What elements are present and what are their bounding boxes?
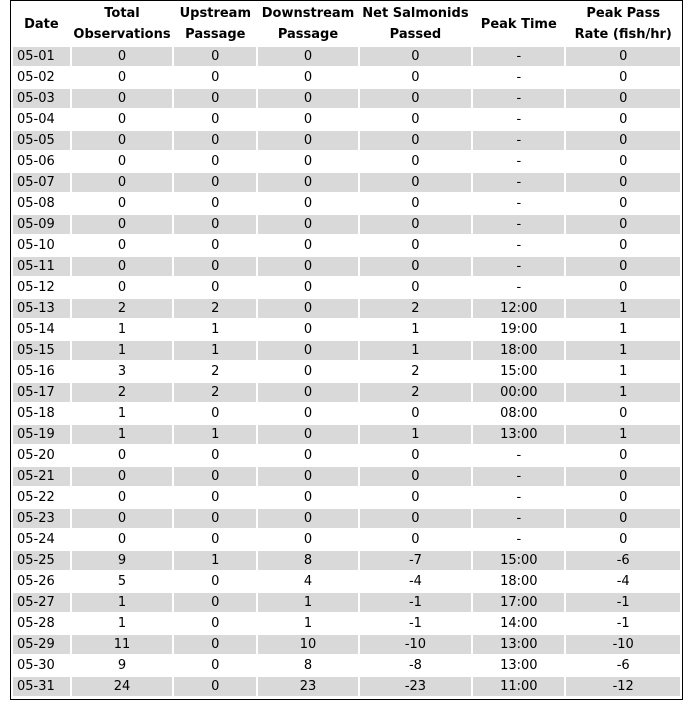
upstream-passage-cell: 2 bbox=[174, 383, 256, 402]
peak-time-cell: - bbox=[473, 110, 564, 129]
downstream-passage-cell: 10 bbox=[258, 635, 357, 654]
peak-time-cell: 13:00 bbox=[473, 656, 564, 675]
peak-time-cell: 00:00 bbox=[473, 383, 564, 402]
net-salmonids-cell: 2 bbox=[360, 362, 472, 381]
net-salmonids-cell: 2 bbox=[360, 299, 472, 318]
date-cell: 05-15 bbox=[13, 341, 70, 360]
upstream-passage-cell: 0 bbox=[174, 257, 256, 276]
downstream-passage-cell: 0 bbox=[258, 299, 357, 318]
header-date: Date bbox=[13, 3, 70, 45]
net-salmonids-cell: 0 bbox=[360, 89, 472, 108]
peak-pass-rate-cell: 0 bbox=[566, 404, 680, 423]
net-salmonids-cell: -7 bbox=[360, 551, 472, 570]
table-row bbox=[13, 320, 680, 339]
downstream-passage-cell: 0 bbox=[258, 425, 357, 444]
date-cell: 05-16 bbox=[13, 362, 70, 381]
total-observations-cell: 1 bbox=[72, 404, 173, 423]
peak-pass-rate-cell: 1 bbox=[566, 425, 680, 444]
downstream-passage-cell: 0 bbox=[258, 362, 357, 381]
peak-time-cell: 18:00 bbox=[473, 341, 564, 360]
upstream-passage-cell: 0 bbox=[174, 278, 256, 297]
peak-time-cell: - bbox=[473, 89, 564, 108]
upstream-passage-cell: 2 bbox=[174, 362, 256, 381]
upstream-passage-cell: 0 bbox=[174, 635, 256, 654]
peak-pass-rate-cell: 1 bbox=[566, 299, 680, 318]
peak-time-cell: 13:00 bbox=[473, 635, 564, 654]
table-row bbox=[13, 425, 680, 444]
net-salmonids-cell: 1 bbox=[360, 320, 472, 339]
total-observations-cell: 0 bbox=[72, 278, 173, 297]
total-observations-cell: 0 bbox=[72, 530, 173, 549]
peak-pass-rate-cell: 1 bbox=[566, 362, 680, 381]
upstream-passage-cell: 0 bbox=[174, 446, 256, 465]
peak-time-cell: 13:00 bbox=[473, 425, 564, 444]
peak-time-cell: - bbox=[473, 278, 564, 297]
date-cell: 05-10 bbox=[13, 236, 70, 255]
peak-pass-rate-cell: 0 bbox=[566, 173, 680, 192]
date-cell: 05-06 bbox=[13, 152, 70, 171]
downstream-passage-cell: 0 bbox=[258, 194, 357, 213]
date-cell: 05-31 bbox=[13, 677, 70, 696]
date-cell: 05-01 bbox=[13, 47, 70, 66]
peak-time-cell: - bbox=[473, 194, 564, 213]
table-row bbox=[13, 341, 680, 360]
peak-pass-rate-cell: 0 bbox=[566, 194, 680, 213]
net-salmonids-cell: -23 bbox=[360, 677, 472, 696]
total-observations-cell: 0 bbox=[72, 257, 173, 276]
peak-time-cell: - bbox=[473, 467, 564, 486]
peak-time-cell: - bbox=[473, 215, 564, 234]
total-observations-cell: 0 bbox=[72, 173, 173, 192]
peak-pass-rate-cell: 0 bbox=[566, 47, 680, 66]
peak-pass-rate-cell: -1 bbox=[566, 614, 680, 633]
peak-pass-rate-cell: -12 bbox=[566, 677, 680, 696]
date-cell: 05-04 bbox=[13, 110, 70, 129]
total-observations-cell: 9 bbox=[72, 551, 173, 570]
date-cell: 05-14 bbox=[13, 320, 70, 339]
peak-pass-rate-cell: -10 bbox=[566, 635, 680, 654]
total-observations-cell: 9 bbox=[72, 656, 173, 675]
date-cell: 05-08 bbox=[13, 194, 70, 213]
peak-time-cell: 08:00 bbox=[473, 404, 564, 423]
total-observations-cell: 24 bbox=[72, 677, 173, 696]
peak-time-cell: 15:00 bbox=[473, 551, 564, 570]
downstream-passage-cell: 0 bbox=[258, 257, 357, 276]
peak-pass-rate-cell: 1 bbox=[566, 383, 680, 402]
table-row bbox=[13, 173, 680, 192]
table-row bbox=[13, 551, 680, 570]
net-salmonids-cell: 0 bbox=[360, 467, 472, 486]
peak-time-cell: 12:00 bbox=[473, 299, 564, 318]
net-salmonids-cell: 0 bbox=[360, 194, 472, 213]
table-row bbox=[13, 131, 680, 150]
date-cell: 05-24 bbox=[13, 530, 70, 549]
net-salmonids-cell: 0 bbox=[360, 68, 472, 87]
upstream-passage-cell: 0 bbox=[174, 488, 256, 507]
total-observations-cell: 0 bbox=[72, 446, 173, 465]
peak-pass-rate-cell: 0 bbox=[566, 131, 680, 150]
net-salmonids-cell: 0 bbox=[360, 173, 472, 192]
peak-time-cell: - bbox=[473, 68, 564, 87]
peak-time-cell: - bbox=[473, 446, 564, 465]
table-row bbox=[13, 110, 680, 129]
peak-time-cell: - bbox=[473, 530, 564, 549]
table-row bbox=[13, 152, 680, 171]
peak-pass-rate-cell: 0 bbox=[566, 215, 680, 234]
date-cell: 05-13 bbox=[13, 299, 70, 318]
downstream-passage-cell: 0 bbox=[258, 131, 357, 150]
total-observations-cell: 1 bbox=[72, 614, 173, 633]
peak-time-cell: 14:00 bbox=[473, 614, 564, 633]
downstream-passage-cell: 1 bbox=[258, 614, 357, 633]
table-row bbox=[13, 614, 680, 633]
upstream-passage-cell: 0 bbox=[174, 530, 256, 549]
peak-pass-rate-cell: -4 bbox=[566, 572, 680, 591]
table-row bbox=[13, 593, 680, 612]
peak-time-cell: - bbox=[473, 152, 564, 171]
net-salmonids-cell: 1 bbox=[360, 341, 472, 360]
table-row bbox=[13, 635, 680, 654]
net-salmonids-cell: 0 bbox=[360, 215, 472, 234]
date-cell: 05-17 bbox=[13, 383, 70, 402]
downstream-passage-cell: 0 bbox=[258, 110, 357, 129]
total-observations-cell: 0 bbox=[72, 152, 173, 171]
downstream-passage-cell: 0 bbox=[258, 341, 357, 360]
upstream-passage-cell: 1 bbox=[174, 551, 256, 570]
date-cell: 05-29 bbox=[13, 635, 70, 654]
upstream-passage-cell: 0 bbox=[174, 614, 256, 633]
table-row bbox=[13, 404, 680, 423]
fish-passage-table-frame bbox=[10, 0, 683, 700]
table-row bbox=[13, 89, 680, 108]
total-observations-cell: 0 bbox=[72, 194, 173, 213]
upstream-passage-cell: 0 bbox=[174, 677, 256, 696]
total-observations-cell: 0 bbox=[72, 131, 173, 150]
downstream-passage-cell: 0 bbox=[258, 404, 357, 423]
peak-pass-rate-cell: -6 bbox=[566, 656, 680, 675]
table-row bbox=[13, 467, 680, 486]
downstream-passage-cell: 0 bbox=[258, 320, 357, 339]
peak-time-cell: - bbox=[473, 47, 564, 66]
peak-pass-rate-cell: 1 bbox=[566, 320, 680, 339]
table-row bbox=[13, 383, 680, 402]
table-body bbox=[13, 47, 680, 696]
net-salmonids-cell: 0 bbox=[360, 110, 472, 129]
downstream-passage-cell: 0 bbox=[258, 467, 357, 486]
table-row bbox=[13, 299, 680, 318]
downstream-passage-cell: 0 bbox=[258, 446, 357, 465]
downstream-passage-cell: 4 bbox=[258, 572, 357, 591]
downstream-passage-cell: 8 bbox=[258, 551, 357, 570]
downstream-passage-cell: 0 bbox=[258, 236, 357, 255]
net-salmonids-cell: 0 bbox=[360, 488, 472, 507]
upstream-passage-cell: 1 bbox=[174, 341, 256, 360]
table-header-row bbox=[13, 3, 680, 45]
upstream-passage-cell: 0 bbox=[174, 215, 256, 234]
upstream-passage-cell: 0 bbox=[174, 89, 256, 108]
peak-time-cell: - bbox=[473, 509, 564, 528]
upstream-passage-cell: 0 bbox=[174, 110, 256, 129]
table-row bbox=[13, 656, 680, 675]
peak-pass-rate-cell: 0 bbox=[566, 467, 680, 486]
net-salmonids-cell: -8 bbox=[360, 656, 472, 675]
date-cell: 05-18 bbox=[13, 404, 70, 423]
header-total-observations: Total Observations bbox=[72, 3, 173, 45]
upstream-passage-cell: 0 bbox=[174, 572, 256, 591]
header-upstream-passage: Upstream Passage bbox=[174, 3, 256, 45]
downstream-passage-cell: 0 bbox=[258, 89, 357, 108]
net-salmonids-cell: 0 bbox=[360, 47, 472, 66]
total-observations-cell: 2 bbox=[72, 383, 173, 402]
date-cell: 05-28 bbox=[13, 614, 70, 633]
total-observations-cell: 0 bbox=[72, 467, 173, 486]
peak-pass-rate-cell: 1 bbox=[566, 341, 680, 360]
peak-time-cell: 19:00 bbox=[473, 320, 564, 339]
upstream-passage-cell: 0 bbox=[174, 68, 256, 87]
table-row bbox=[13, 572, 680, 591]
total-observations-cell: 0 bbox=[72, 68, 173, 87]
table-row bbox=[13, 509, 680, 528]
date-cell: 05-09 bbox=[13, 215, 70, 234]
net-salmonids-cell: 0 bbox=[360, 236, 472, 255]
net-salmonids-cell: 0 bbox=[360, 446, 472, 465]
upstream-passage-cell: 0 bbox=[174, 194, 256, 213]
upstream-passage-cell: 0 bbox=[174, 173, 256, 192]
peak-time-cell: - bbox=[473, 173, 564, 192]
downstream-passage-cell: 0 bbox=[258, 278, 357, 297]
peak-time-cell: - bbox=[473, 257, 564, 276]
peak-pass-rate-cell: -1 bbox=[566, 593, 680, 612]
table-row bbox=[13, 47, 680, 66]
downstream-passage-cell: 0 bbox=[258, 383, 357, 402]
table-row bbox=[13, 278, 680, 297]
upstream-passage-cell: 0 bbox=[174, 593, 256, 612]
downstream-passage-cell: 0 bbox=[258, 488, 357, 507]
downstream-passage-cell: 0 bbox=[258, 47, 357, 66]
net-salmonids-cell: -10 bbox=[360, 635, 472, 654]
peak-time-cell: 17:00 bbox=[473, 593, 564, 612]
downstream-passage-cell: 8 bbox=[258, 656, 357, 675]
upstream-passage-cell: 0 bbox=[174, 47, 256, 66]
net-salmonids-cell: 0 bbox=[360, 131, 472, 150]
downstream-passage-cell: 0 bbox=[258, 509, 357, 528]
total-observations-cell: 0 bbox=[72, 488, 173, 507]
upstream-passage-cell: 0 bbox=[174, 467, 256, 486]
downstream-passage-cell: 0 bbox=[258, 530, 357, 549]
net-salmonids-cell: 0 bbox=[360, 509, 472, 528]
peak-pass-rate-cell: 0 bbox=[566, 278, 680, 297]
upstream-passage-cell: 0 bbox=[174, 656, 256, 675]
header-net-salmonids-passed: Net Salmonids Passed bbox=[360, 3, 472, 45]
peak-pass-rate-cell: 0 bbox=[566, 236, 680, 255]
net-salmonids-cell: 0 bbox=[360, 152, 472, 171]
total-observations-cell: 1 bbox=[72, 341, 173, 360]
date-cell: 05-12 bbox=[13, 278, 70, 297]
date-cell: 05-03 bbox=[13, 89, 70, 108]
date-cell: 05-02 bbox=[13, 68, 70, 87]
date-cell: 05-07 bbox=[13, 173, 70, 192]
peak-time-cell: 15:00 bbox=[473, 362, 564, 381]
upstream-passage-cell: 0 bbox=[174, 152, 256, 171]
downstream-passage-cell: 23 bbox=[258, 677, 357, 696]
table-row bbox=[13, 257, 680, 276]
fish-passage-table bbox=[11, 1, 682, 698]
date-cell: 05-21 bbox=[13, 467, 70, 486]
total-observations-cell: 0 bbox=[72, 89, 173, 108]
peak-pass-rate-cell: 0 bbox=[566, 110, 680, 129]
upstream-passage-cell: 0 bbox=[174, 404, 256, 423]
total-observations-cell: 5 bbox=[72, 572, 173, 591]
upstream-passage-cell: 2 bbox=[174, 299, 256, 318]
peak-time-cell: - bbox=[473, 488, 564, 507]
total-observations-cell: 0 bbox=[72, 47, 173, 66]
net-salmonids-cell: 0 bbox=[360, 530, 472, 549]
downstream-passage-cell: 0 bbox=[258, 173, 357, 192]
upstream-passage-cell: 1 bbox=[174, 320, 256, 339]
peak-pass-rate-cell: 0 bbox=[566, 446, 680, 465]
total-observations-cell: 0 bbox=[72, 215, 173, 234]
peak-pass-rate-cell: 0 bbox=[566, 509, 680, 528]
date-cell: 05-20 bbox=[13, 446, 70, 465]
table-row bbox=[13, 488, 680, 507]
header-peak-pass-rate: Peak Pass Rate (fish/hr) bbox=[566, 3, 680, 45]
net-salmonids-cell: -1 bbox=[360, 614, 472, 633]
date-cell: 05-22 bbox=[13, 488, 70, 507]
peak-pass-rate-cell: 0 bbox=[566, 488, 680, 507]
peak-pass-rate-cell: 0 bbox=[566, 530, 680, 549]
upstream-passage-cell: 1 bbox=[174, 425, 256, 444]
peak-time-cell: 11:00 bbox=[473, 677, 564, 696]
table-row bbox=[13, 236, 680, 255]
net-salmonids-cell: 1 bbox=[360, 425, 472, 444]
header-peak-time: Peak Time bbox=[473, 3, 564, 45]
date-cell: 05-25 bbox=[13, 551, 70, 570]
upstream-passage-cell: 0 bbox=[174, 236, 256, 255]
net-salmonids-cell: 0 bbox=[360, 278, 472, 297]
total-observations-cell: 1 bbox=[72, 593, 173, 612]
table-row bbox=[13, 215, 680, 234]
downstream-passage-cell: 0 bbox=[258, 215, 357, 234]
upstream-passage-cell: 0 bbox=[174, 509, 256, 528]
table-row bbox=[13, 68, 680, 87]
total-observations-cell: 0 bbox=[72, 110, 173, 129]
table-row bbox=[13, 362, 680, 381]
peak-time-cell: 18:00 bbox=[473, 572, 564, 591]
peak-time-cell: - bbox=[473, 236, 564, 255]
date-cell: 05-11 bbox=[13, 257, 70, 276]
total-observations-cell: 2 bbox=[72, 299, 173, 318]
net-salmonids-cell: 0 bbox=[360, 257, 472, 276]
date-cell: 05-26 bbox=[13, 572, 70, 591]
header-downstream-passage: Downstream Passage bbox=[258, 3, 357, 45]
net-salmonids-cell: -4 bbox=[360, 572, 472, 591]
date-cell: 05-30 bbox=[13, 656, 70, 675]
downstream-passage-cell: 1 bbox=[258, 593, 357, 612]
upstream-passage-cell: 0 bbox=[174, 131, 256, 150]
net-salmonids-cell: 0 bbox=[360, 404, 472, 423]
table-row bbox=[13, 530, 680, 549]
net-salmonids-cell: 2 bbox=[360, 383, 472, 402]
net-salmonids-cell: -1 bbox=[360, 593, 472, 612]
total-observations-cell: 3 bbox=[72, 362, 173, 381]
peak-pass-rate-cell: 0 bbox=[566, 89, 680, 108]
peak-pass-rate-cell: 0 bbox=[566, 257, 680, 276]
downstream-passage-cell: 0 bbox=[258, 68, 357, 87]
table-row bbox=[13, 677, 680, 696]
total-observations-cell: 0 bbox=[72, 509, 173, 528]
peak-time-cell: - bbox=[473, 131, 564, 150]
total-observations-cell: 11 bbox=[72, 635, 173, 654]
date-cell: 05-23 bbox=[13, 509, 70, 528]
downstream-passage-cell: 0 bbox=[258, 152, 357, 171]
date-cell: 05-05 bbox=[13, 131, 70, 150]
peak-pass-rate-cell: 0 bbox=[566, 68, 680, 87]
total-observations-cell: 1 bbox=[72, 425, 173, 444]
table-row bbox=[13, 194, 680, 213]
date-cell: 05-27 bbox=[13, 593, 70, 612]
peak-pass-rate-cell: -6 bbox=[566, 551, 680, 570]
total-observations-cell: 1 bbox=[72, 320, 173, 339]
date-cell: 05-19 bbox=[13, 425, 70, 444]
peak-pass-rate-cell: 0 bbox=[566, 152, 680, 171]
total-observations-cell: 0 bbox=[72, 236, 173, 255]
table-row bbox=[13, 446, 680, 465]
